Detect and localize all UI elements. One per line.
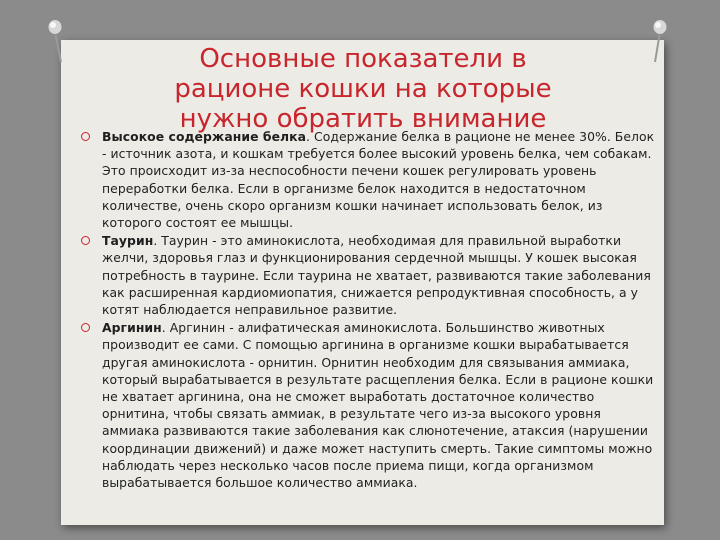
list-item-taurine bbox=[80, 232, 660, 318]
item-text: . Содержание белка в рационе не менее 30%. Белок - источник азота, и кошкам требуется более высокий уровень белка, чем собакам. Это происходит из-за неспособности печени кошек регулировать уровень переработки белка. Если в организме белок находится в недостаточном количестве, очень скоро организм кошки начинает использовать белок, из которого состоят ее мышцы. bbox=[102, 129, 655, 231]
item-text: . Аргинин - алифатическая аминокислота. Большинство животных производит ее сами. С помощью аргинина в организме кошки вырабатывается другая аминокислота - орнитин. Орнитин необходим для связывания аммиака, который вырабатывается в результате расщепления белка. Если в рационе кошки не хватает аргинина, она не сможет выработать достаточное количество орнитина, чтобы связать аммиак, в результате чего из-за высокого уровня аммиака развиваются такие заболевания как слюнотечение, атаксия (нарушении координации движений) и даже может наступить смерть. Такие симптомы можно наблюдать через несколько часов после приема пищи, когда организмом вырабатывается большое количество аммиака. bbox=[102, 320, 654, 491]
list-item-protein bbox=[80, 128, 660, 231]
circle-bullet-icon bbox=[81, 132, 90, 141]
item-text: . Таурин - это аминокислота, необходимая для правильной выработки желчи, здоровья глаз и функционирования сердечной мышцы. У кошек высокая потребность в таурине. Если таурина не хватает, развиваются такие заболевания как расширенная кардиомиопатия, снижается репродуктивная способность, а у котят наблюдается неправильное развитие. bbox=[102, 233, 651, 318]
slide-title bbox=[120, 44, 606, 134]
list-item-arginine bbox=[80, 319, 660, 491]
item-term: Таурин bbox=[102, 233, 154, 249]
slide-title-line: рационе кошки на которые bbox=[174, 74, 552, 104]
circle-bullet-icon bbox=[81, 323, 90, 332]
slide-title-line: нужно обратить внимание bbox=[179, 104, 547, 134]
bullet-list bbox=[80, 128, 660, 492]
slide-title-line: Основные показатели в bbox=[199, 44, 527, 74]
push-pin-icon bbox=[46, 18, 66, 64]
circle-bullet-icon bbox=[81, 236, 90, 245]
item-term: Высокое содержание белка bbox=[102, 129, 307, 144]
push-pin-icon bbox=[651, 18, 671, 64]
item-term: Аргинин bbox=[102, 320, 162, 336]
